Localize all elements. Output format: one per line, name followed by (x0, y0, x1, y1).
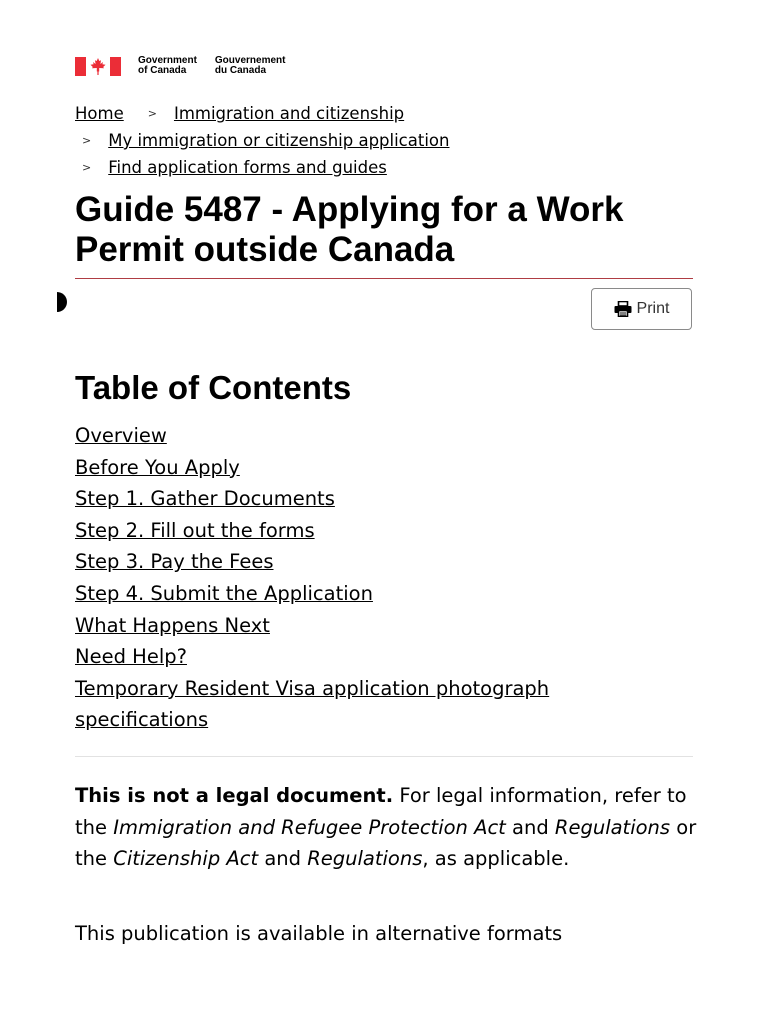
toc-link-photo-specifications[interactable]: Temporary Resident Visa application photograph specifications (75, 676, 550, 732)
canada-flag-icon[interactable] (75, 57, 121, 76)
act-name: Citizenship Act (113, 847, 259, 871)
chevron-right-icon: > (82, 134, 92, 147)
maple-leaf-icon (90, 58, 106, 75)
toc-link-need-help[interactable]: Need Help? (75, 645, 187, 669)
breadcrumb-row-2 (75, 127, 695, 154)
toc-item (75, 673, 675, 736)
breadcrumb-application-link[interactable]: My immigration or citizenship application (108, 131, 450, 150)
print-button[interactable] (591, 288, 692, 330)
breadcrumb (75, 100, 695, 181)
toc-item (75, 515, 675, 547)
printer-icon (614, 301, 632, 317)
toc-link-step-2[interactable]: Step 2. Fill out the forms (75, 518, 315, 542)
table-of-contents (75, 420, 675, 736)
breadcrumb-home-link[interactable]: Home (75, 104, 124, 123)
breadcrumb-row-3 (75, 154, 695, 181)
toc-item (75, 641, 675, 673)
notice-text: or the (75, 815, 697, 871)
signature-english: Government of Canada (138, 55, 197, 76)
toc-link-step-3[interactable]: Step 3. Pay the Fees (75, 550, 274, 574)
toc-item (75, 610, 675, 642)
legal-notice (75, 780, 705, 875)
page-title: Guide 5487 - Applying for a Work Permit outside Canada (75, 190, 624, 269)
regulations-name: Regulations (554, 815, 671, 839)
toc-item (75, 483, 675, 515)
toc-link-what-happens-next[interactable]: What Happens Next (75, 613, 270, 637)
toc-item (75, 578, 675, 610)
alternative-formats-text: This publication is available in alternative formats (75, 922, 563, 945)
toc-link-step-4[interactable]: Step 4. Submit the Application (75, 581, 373, 605)
toc-heading: Table of Contents (75, 369, 352, 406)
gc-header (75, 55, 303, 77)
toc-item (75, 420, 675, 452)
notice-text: and (505, 815, 555, 839)
regulations-name: Regulations (307, 847, 423, 871)
breadcrumb-immigration-link[interactable]: Immigration and citizenship (173, 104, 405, 123)
half-circle-icon (57, 292, 67, 312)
toc-link-overview[interactable]: Overview (75, 424, 167, 447)
toc-item (75, 452, 675, 484)
title-underline (75, 278, 693, 279)
signature-french: Gouvernement du Canada (214, 55, 286, 76)
legal-notice-bold: This is not a legal document. (75, 784, 394, 807)
chevron-right-icon: > (82, 161, 92, 174)
breadcrumb-row-1 (75, 100, 695, 127)
chevron-right-icon: > (147, 107, 157, 120)
toc-link-step-1[interactable]: Step 1. Gather Documents (75, 487, 335, 511)
print-button-label: Print (636, 300, 670, 317)
breadcrumb-forms-guides-link[interactable]: Find application forms and guides (108, 158, 387, 177)
toc-item (75, 546, 675, 578)
toc-link-before-you-apply[interactable]: Before You Apply (75, 455, 240, 479)
act-name: Immigration and Refugee Protection Act (113, 815, 506, 839)
section-divider (75, 756, 693, 757)
notice-text: , as applicable. (422, 847, 570, 871)
notice-text: For legal information, refer to the (75, 784, 687, 839)
notice-text: and (258, 847, 308, 871)
